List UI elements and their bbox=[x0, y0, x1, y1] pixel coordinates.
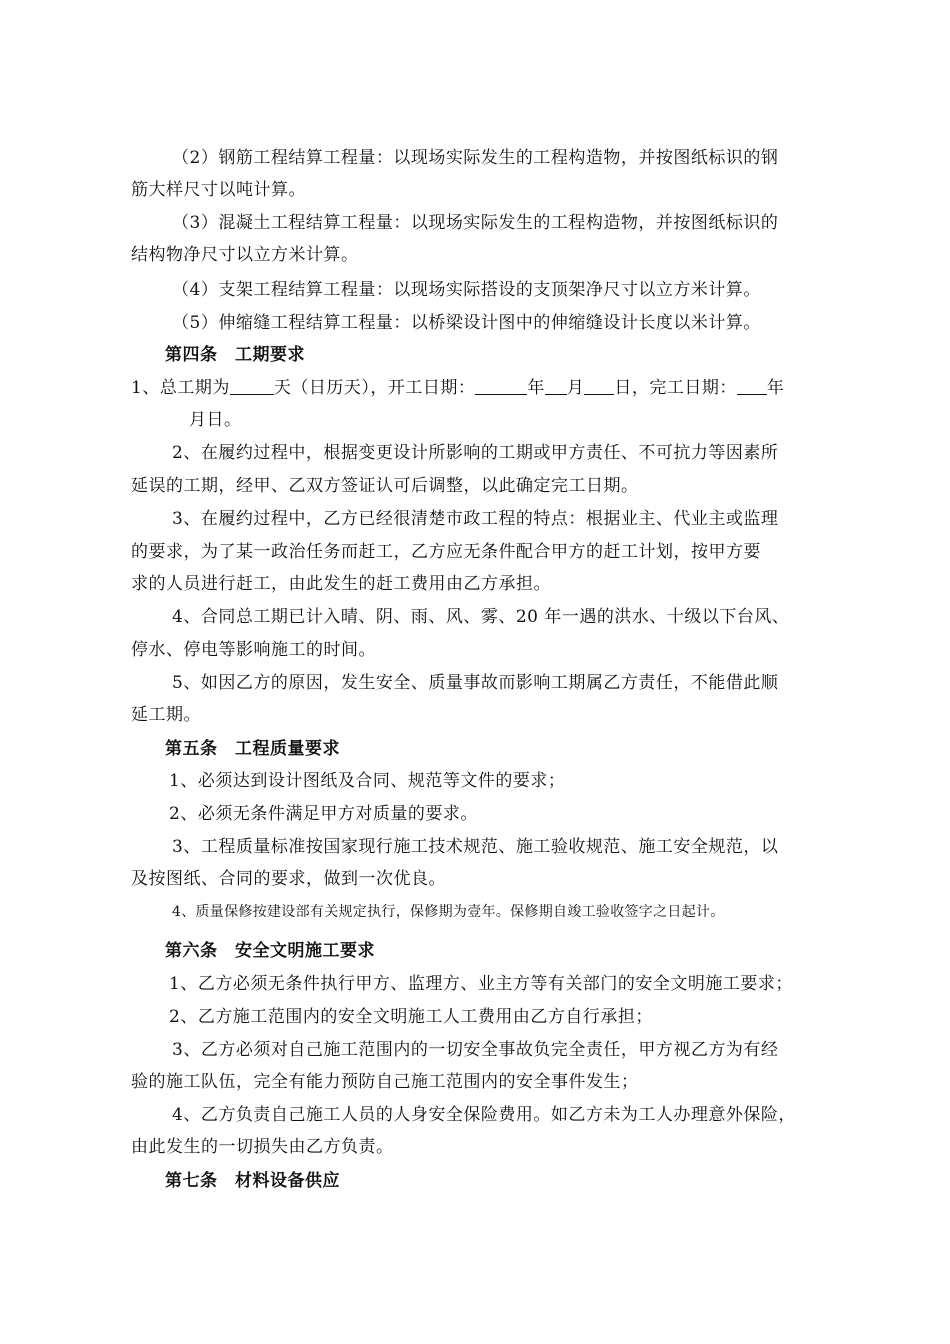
clause-6-item-3-line-2: 验的施工队伍，完全有能力预防自己施工范围内的安全事件发生； bbox=[131, 1072, 639, 1092]
clause-4-item-5-line-1: 5、如因乙方的原因，发生安全、质量事故而影响工期属乙方责任，不能借此顺 bbox=[172, 673, 779, 693]
clause-3-item-3-line-1: （3）混凝土工程结算工程量：以现场实际发生的工程构造物，并按图纸标识的 bbox=[172, 213, 779, 233]
clause-4-item-5-line-2: 延工期。 bbox=[131, 705, 201, 725]
text-fragment: 月 bbox=[566, 378, 585, 398]
clause-5-item-4: 4、质量保修按建设部有关规定执行，保修期为壹年。保修期自竣工验收签字之日起计。 bbox=[172, 904, 725, 920]
clause-4-item-3-line-3: 求的人员进行赶工，由此发生的赶工费用由乙方承担。 bbox=[131, 574, 551, 594]
clause-4-item-4-line-1: 4、合同总工期已计入晴、阴、雨、风、雾、20 年一遇的洪水、十级以下台风、 bbox=[172, 607, 790, 627]
clause-6-item-4-line-2: 由此发生的一切损失由乙方负责。 bbox=[131, 1137, 394, 1157]
clause-6-item-3-line-1: 3、乙方必须对自己施工范围内的一切安全事故负完全责任，甲方视乙方为有经 bbox=[172, 1040, 779, 1060]
clause-4-item-3-line-2: 的要求，为了某一政治任务而赶工，乙方应无条件配合甲方的赶工计划，按甲方要 bbox=[131, 542, 761, 562]
blank-start-year bbox=[475, 376, 527, 395]
clause-3-item-4: （4）支架工程结算工程量：以现场实际搭设的支顶架净尺寸以立方米计算。 bbox=[172, 280, 761, 300]
clause-7-heading: 第七条 材料设备供应 bbox=[165, 1171, 340, 1191]
clause-6-item-4-line-1: 4、乙方负责自己施工人员的人身安全保险费用。如乙方未为工人办理意外保险， bbox=[172, 1105, 796, 1125]
blank-end-year bbox=[737, 376, 767, 395]
clause-6-heading: 第六条 安全文明施工要求 bbox=[165, 941, 375, 961]
clause-5-item-3-line-1: 3、工程质量标准按国家现行施工技术规范、施工验收规范、施工安全规范，以 bbox=[172, 837, 779, 857]
clause-5-item-2: 2、必须无条件满足甲方对质量的要求。 bbox=[169, 804, 478, 824]
clause-4-item-3-line-1: 3、在履约过程中，乙方已经很清楚市政工程的特点：根据业主、代业主或监理 bbox=[172, 509, 779, 529]
clause-6-item-1: 1、乙方必须无条件执行甲方、监理方、业主方等有关部门的安全文明施工要求； bbox=[169, 974, 793, 994]
clause-3-item-2-line-1: （2）钢筋工程结算工程量：以现场实际发生的工程构造物，并按图纸标识的钢 bbox=[172, 148, 779, 168]
blank-start-day bbox=[584, 376, 614, 395]
clause-4-item-2-line-1: 2、在履约过程中，根据变更设计所影响的工期或甲方责任、不可抗力等因素所 bbox=[172, 443, 779, 463]
text-fragment: 年 bbox=[527, 378, 545, 398]
clause-3-item-2-line-2: 筋大样尺寸以吨计算。 bbox=[131, 180, 306, 200]
blank-start-month bbox=[545, 376, 567, 395]
clause-3-item-5: （5）伸缩缝工程结算工程量：以桥梁设计图中的伸缩缝设计长度以米计算。 bbox=[172, 313, 761, 333]
clause-5-item-1: 1、必须达到设计图纸及合同、规范等文件的要求； bbox=[169, 771, 566, 791]
text-fragment: 年 bbox=[766, 378, 785, 398]
text-fragment: 天（日历天），开工日期： bbox=[273, 378, 476, 398]
clause-6-item-2: 2、乙方施工范围内的安全文明施工人工费用由乙方自行承担； bbox=[169, 1007, 653, 1027]
clause-5-item-3-line-2: 及按图纸、合同的要求，做到一次优良。 bbox=[131, 869, 446, 889]
text-fragment: 1、总工期为 bbox=[131, 378, 230, 398]
text-fragment: 日，完工日期： bbox=[614, 378, 737, 398]
clause-4-heading: 第四条 工期要求 bbox=[165, 345, 305, 365]
clause-4-item-1-line-2: 月日。 bbox=[189, 410, 242, 430]
clause-4-item-2-line-2: 延误的工期，经甲、乙双方签证认可后调整，以此确定完工日期。 bbox=[131, 476, 639, 496]
clause-3-item-3-line-2: 结构物净尺寸以立方米计算。 bbox=[131, 245, 359, 265]
clause-4-item-1-line-1 bbox=[131, 376, 784, 400]
blank-days bbox=[230, 376, 274, 395]
clause-5-heading: 第五条 工程质量要求 bbox=[165, 739, 340, 759]
clause-4-item-4-line-2: 停水、停电等影响施工的时间。 bbox=[131, 640, 376, 660]
